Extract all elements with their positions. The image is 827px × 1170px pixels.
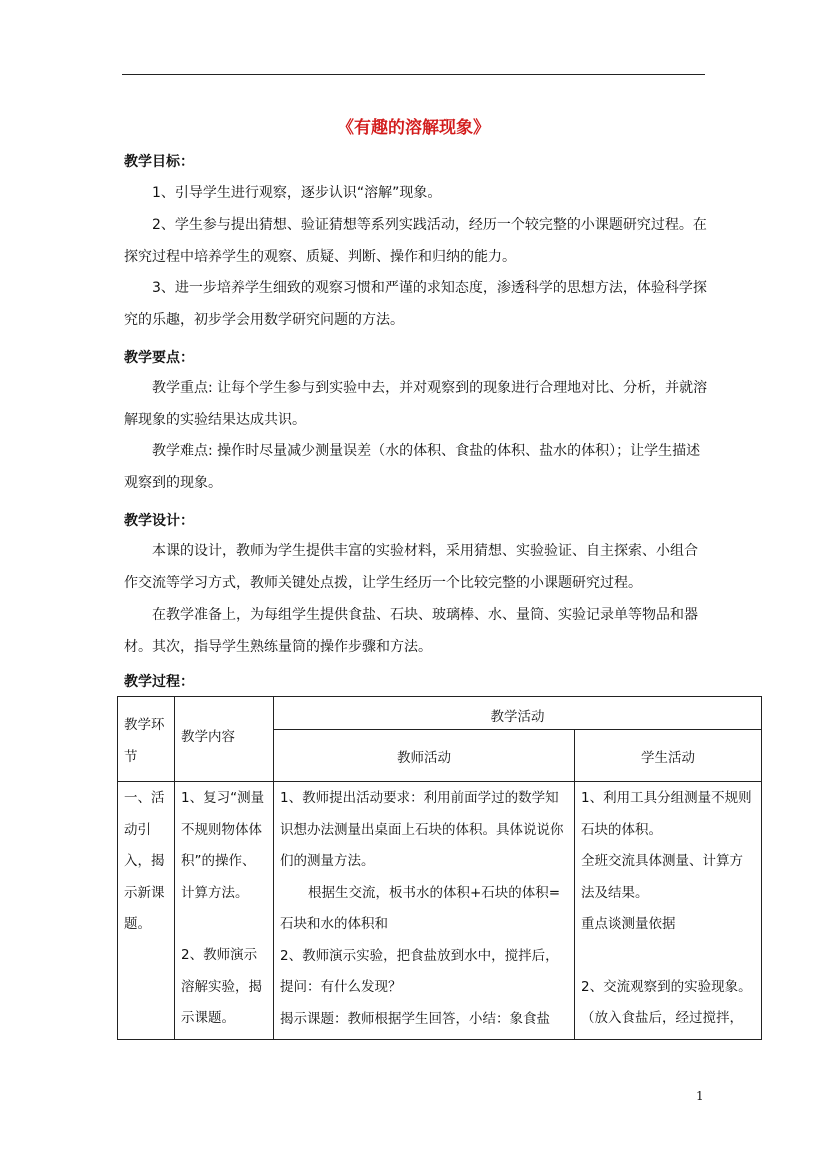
student-item-2: 全班交流具体测量、计算方法及结果。 (581, 853, 743, 901)
content-item-1: 1、复习“测量不规则物体体积”的操作、计算方法。 (181, 790, 265, 901)
student-cell (575, 782, 762, 1040)
goal-2: 2、学生参与提出猜想、验证猜想等系列实践活动，经历一个较完整的小课题研究过程。在探究过程中培养学生的观察、质疑、判断、操作和归纳的能力。 (124, 217, 707, 265)
student-item-3: 重点谈测量依据 (581, 916, 676, 932)
page-number: 1 (696, 1089, 704, 1103)
design-paragraph-2: 在教学准备上，为每组学生提供食盐、石块、玻璃棒、水、量筒、实验记录单等物品和器材。其次，指导学生熟练量筒的操作步骤和方法。 (124, 607, 698, 655)
process-table (117, 696, 762, 1040)
header-content: 教学内容 (175, 697, 274, 782)
header-rule (122, 74, 705, 75)
goal-3: 3、进一步培养学生细致的观察习惯和严谨的求知态度，渗透科学的思想方法，体验科学探究的乐趣，初步学会用数学研究问题的方法。 (124, 280, 707, 328)
content-cell (175, 782, 274, 1040)
design-heading: 教学设计： (124, 513, 194, 529)
content-item-2: 2、教师演示溶解实验，揭示课题。 (181, 947, 262, 1026)
header-stage: 教学环节 (118, 697, 175, 782)
header-teacher: 教师活动 (274, 730, 575, 782)
student-item-4: 2、交流观察到的实验现象。（放入食盐后，经过搅拌， (581, 978, 752, 1026)
stage-cell: 一、活动引入，揭示新课题。 (118, 782, 175, 1040)
teacher-item-3: 2、教师演示实验，把食盐放到水中，搅拌后，提问：有什么发现？ (280, 947, 559, 995)
goals-heading: 教学目标： (124, 154, 194, 170)
key-difficulty: 教学难点: 操作时尽量减少测量误差（水的体积、食盐的体积、盐水的体积）；让学生描述观察到的现象。 (124, 443, 701, 491)
keypoints-heading: 教学要点： (124, 350, 194, 366)
teacher-item-1: 1、教师提出活动要求：利用前面学过的数学知识想办法测量出桌面上石块的体积。具体说说你们的测量方法。 (280, 790, 564, 869)
teacher-cell (274, 782, 575, 1040)
document-title: 《有趣的溶解现象》 (337, 118, 490, 138)
teacher-item-2: 根据生交流，板书水的体积+石块的体积=石块和水的体积和 (280, 884, 561, 932)
design-paragraph-1: 本课的设计，教师为学生提供丰富的实验材料，采用猜想、实验验证、自主探索、小组合作交流等学习方式，教师关键处点拨，让学生经历一个比较完整的小课题研究过程。 (124, 543, 698, 591)
teacher-item-4: 揭示课题：教师根据学生回答，小结：象食盐 (280, 1010, 550, 1027)
header-activity: 教学活动 (274, 697, 762, 730)
process-heading: 教学过程： (124, 674, 194, 690)
key-focus: 教学重点: 让每个学生参与到实验中去，并对观察到的现象进行合理地对比、分析，并就溶解现象的实验结果达成共识。 (124, 380, 708, 428)
header-student: 学生活动 (575, 730, 762, 782)
student-item-1: 1、利用工具分组测量不规则石块的体积。 (581, 790, 752, 838)
goal-1: 1、引导学生进行观察，逐步认识“溶解”现象。 (152, 185, 442, 201)
